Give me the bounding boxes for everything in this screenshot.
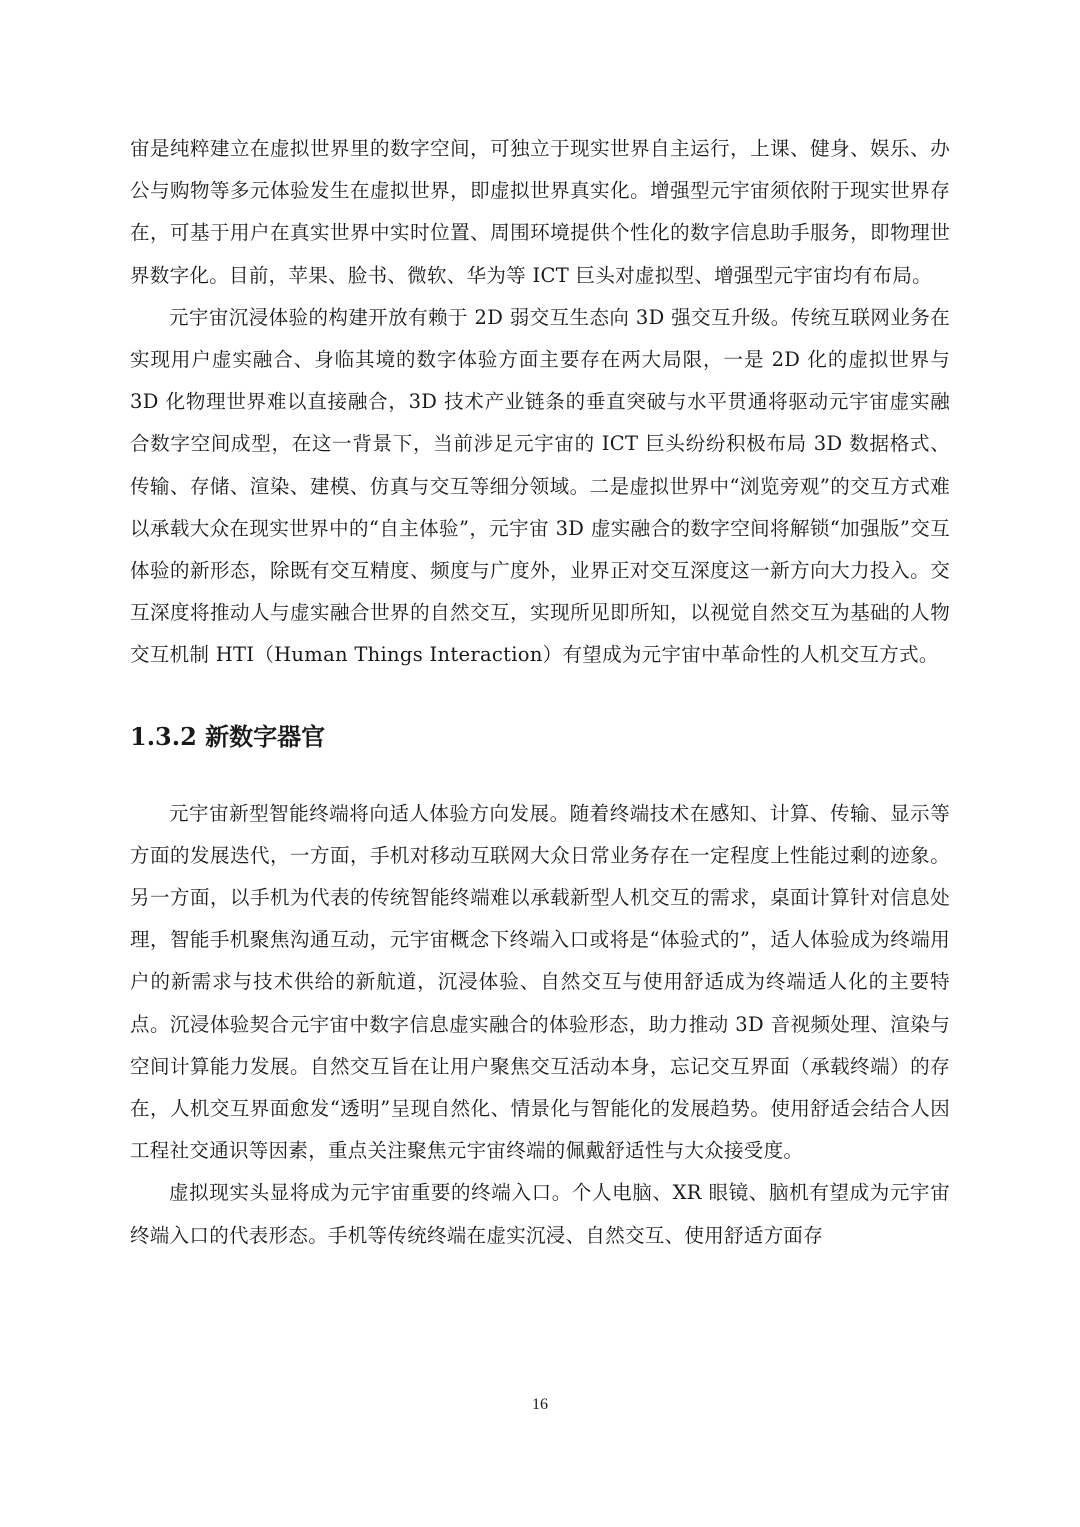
section-heading: 1.3.2 新数字器官 — [130, 721, 326, 751]
paragraph-continued: 宙是纯粹建立在虚拟世界里的数字空间，可独立于现实世界自主运行，上课、健身、娱乐、办公与购物等多元体验发生在虚拟世界，即虚拟世界真实化。增强型元宇宙须依附于现实世界存在，可基于用户在真实世界中实时位置、周围环境提供个性化的数字信息助手服务，即物理世界数字化。目前，苹果、脸书、微软、华为等 ICT 巨头对虚拟型、增强型元宇宙均有布局。 — [130, 137, 950, 287]
paragraph: 虚拟现实头显将成为元宇宙重要的终端入口。个人电脑、XR 眼镜、脑机有望成为元宇宙终端入口的代表形态。手机等传统终端在虚实沉浸、自然交互、使用舒适方面存 — [130, 1181, 950, 1247]
paragraph: 元宇宙新型智能终端将向适人体验方向发展。随着终端技术在感知、计算、传输、显示等方面的发展迭代，一方面，手机对移动互联网大众日常业务存在一定程度上性能过剩的迹象。另一方面，以手机为代表的传统智能终端难以承载新型人机交互的需求，桌面计算针对信息处理，智能手机聚焦沟通互动，元宇宙概念下终端入口或将是“体验式的”，适人体验成为终端用户的新需求与技术供给的新航道，沉浸体验、自然交互与使用舒适成为终端适人化的主要特点。沉浸体验契合元宇宙中数字信息虚实融合的体验形态，助力推动 3D 音视频处理、渲染与空间计算能力发展。自然交互旨在让用户聚焦交互活动本身，忘记交互界面（承载终端）的存在，人机交互界面愈发“透明”呈现自然化、情景化与智能化的发展趋势。使用舒适会结合人因工程社交通识等因素，重点关注聚焦元宇宙终端的佩戴舒适性与大众接受度。 — [130, 801, 950, 1163]
page-number: 16 — [532, 1396, 548, 1413]
paragraph: 元宇宙沉浸体验的构建开放有赖于 2D 弱交互生态向 3D 强交互升级。传统互联网业务在实现用户虚实融合、身临其境的数字体验方面主要存在两大局限，一是 2D 化的虚拟世界与 3D 化物理世界难以直接融合，3D 技术产业链条的垂直突破与水平贯通将驱动元宇宙虚实融合数字空间成型，在这一背景下，当前涉足元宇宙的 ICT 巨头纷纷积极布局 3D 数据格式、传输、存储、渲染、建模、仿真与交互等细分领域。二是虚拟世界中“浏览旁观”的交互方式难以承载大众在现实世界中的“自主体验”，元宇宙 3D 虚实融合的数字空间将解锁“加强版”交互体验的新形态，除既有交互精度、频度与广度外，业界正对交互深度这一新方向大力投入。交互深度将推动人与虚实融合世界的自然交互，实现所见即所知，以视觉自然交互为基础的人物交互机制 HTI（Human Things Interaction）有望成为元宇宙中革命性的人机交互方式。 — [130, 305, 950, 667]
page-body — [130, 128, 950, 1257]
